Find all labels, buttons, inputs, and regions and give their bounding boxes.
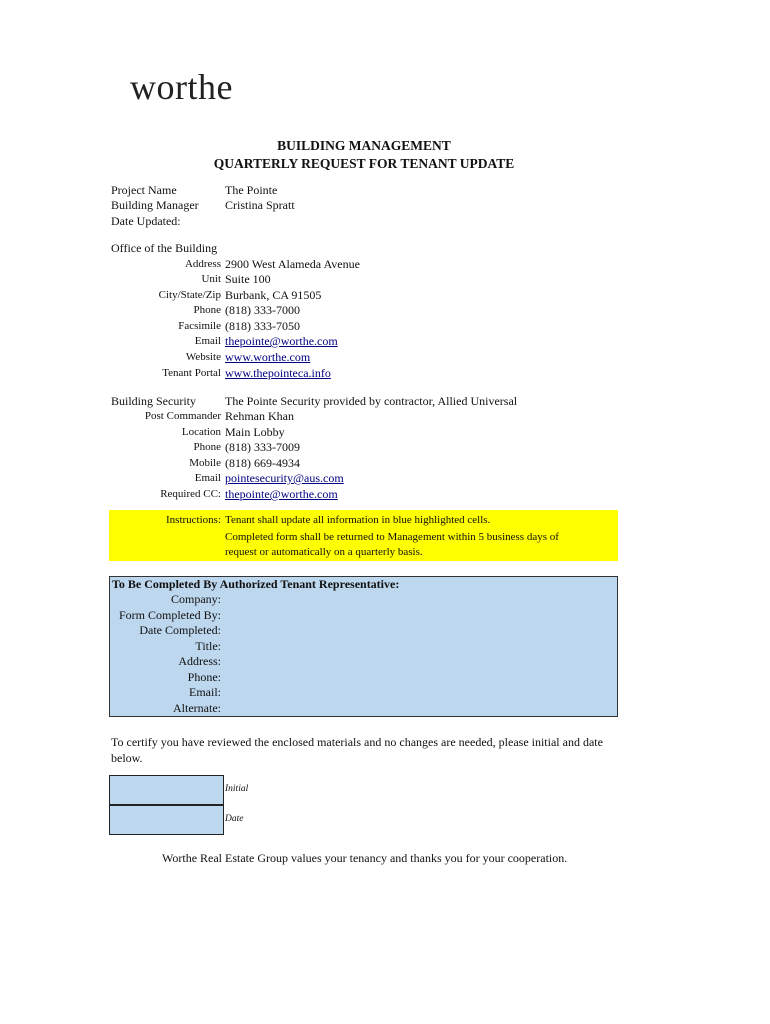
tenant-form-field-input[interactable] (225, 654, 613, 669)
tenant-form-field-input[interactable] (225, 685, 613, 700)
building-manager-label: Building Manager (111, 198, 199, 212)
office-row-value: (818) 333-7000 (225, 303, 300, 317)
tenant-form-field-input[interactable] (225, 623, 613, 638)
tenant-form-field-input[interactable] (225, 701, 613, 716)
security-provider: The Pointe Security provided by contractor, Allied Universal (225, 394, 518, 408)
certify-line2: below. (111, 751, 143, 765)
office-row-label: Facsimile (178, 320, 221, 332)
building-manager-value: Cristina Spratt (225, 198, 295, 212)
worthe-logo: worthe (130, 67, 233, 107)
office-row-label: Email (194, 335, 221, 347)
office-heading: Office of the Building (111, 241, 218, 255)
security-row-value: (818) 669-4934 (225, 456, 300, 470)
project-name-label: Project Name (111, 183, 177, 197)
office-row-value: (818) 333-7050 (225, 319, 300, 333)
office-row-value[interactable]: www.worthe.com (225, 350, 311, 364)
initial-label: Initial (225, 784, 249, 794)
office-row-value[interactable]: www.thepointeca.info (225, 366, 331, 380)
instructions-line3: request or automatically on a quarterly basis. (225, 546, 423, 558)
date-label: Date (225, 814, 244, 824)
security-row-label: Phone (193, 441, 221, 453)
certify-line1: To certify you have reviewed the enclosed materials and no changes are needed, please initial and date (111, 735, 603, 749)
tenant-form-field-label: Date Completed: (139, 623, 221, 637)
header-title-line1: BUILDING MANAGEMENT (277, 138, 451, 153)
tenant-form-field-label: Form Completed By: (119, 607, 221, 622)
security-row-label: Email (194, 472, 221, 484)
security-row-value: (818) 333-7009 (225, 440, 300, 454)
instructions-line1: Tenant shall update all information in blue highlighted cells. (225, 514, 491, 526)
tenant-form-field-label: Phone: (187, 669, 221, 684)
tenant-form-field-input[interactable] (225, 639, 613, 654)
security-row-value[interactable]: pointesecurity@aus.com (225, 471, 344, 485)
security-row-value[interactable]: thepointe@worthe.com (225, 487, 338, 501)
tenant-form-field-input[interactable] (225, 608, 613, 623)
tenant-form-heading: To Be Completed By Authorized Tenant Representative: (112, 577, 400, 591)
tenant-form-field-label: Title: (195, 638, 221, 653)
footer-thanks: Worthe Real Estate Group values your tenancy and thanks you for your cooperation. (162, 851, 568, 865)
security-row-label: Post Commander (144, 410, 221, 422)
office-row-label: Address (184, 258, 221, 270)
office-row-label: Unit (201, 273, 221, 285)
security-row-value: Main Lobby (225, 425, 285, 439)
tenant-form-field-input[interactable] (225, 592, 613, 607)
tenant-form-field-input[interactable] (225, 670, 613, 685)
office-row-label: Phone (193, 304, 221, 316)
date-updated-label: Date Updated: (111, 214, 181, 228)
office-row-value: 2900 West Alameda Avenue (225, 257, 360, 271)
security-heading: Building Security (111, 394, 196, 408)
project-name-value: The Pointe (225, 183, 278, 197)
security-row-label: Location (181, 426, 221, 438)
security-row-label: Mobile (189, 457, 221, 469)
instructions-line2: Completed form shall be returned to Management within 5 business days of (225, 531, 559, 543)
date-input[interactable] (109, 805, 224, 835)
initial-input[interactable] (109, 775, 224, 805)
tenant-form-field-label: Alternate: (173, 700, 221, 715)
office-row-value[interactable]: thepointe@worthe.com (225, 334, 338, 348)
office-row-label: Website (185, 351, 221, 363)
office-row-label: City/State/Zip (158, 289, 221, 301)
instructions-label: Instructions: (166, 514, 221, 526)
header-title-line2: QUARTERLY REQUEST FOR TENANT UPDATE (213, 156, 515, 171)
office-row-label: Tenant Portal (162, 367, 221, 379)
security-row-value: Rehman Khan (225, 409, 294, 423)
tenant-form-field-label: Company: (171, 592, 221, 606)
tenant-form-field-label: Email: (189, 685, 221, 699)
office-row-value: Burbank, CA 91505 (225, 288, 322, 302)
office-row-value: Suite 100 (225, 272, 271, 286)
security-row-label: Required CC: (160, 488, 221, 500)
tenant-form-field-label: Address: (178, 654, 221, 668)
